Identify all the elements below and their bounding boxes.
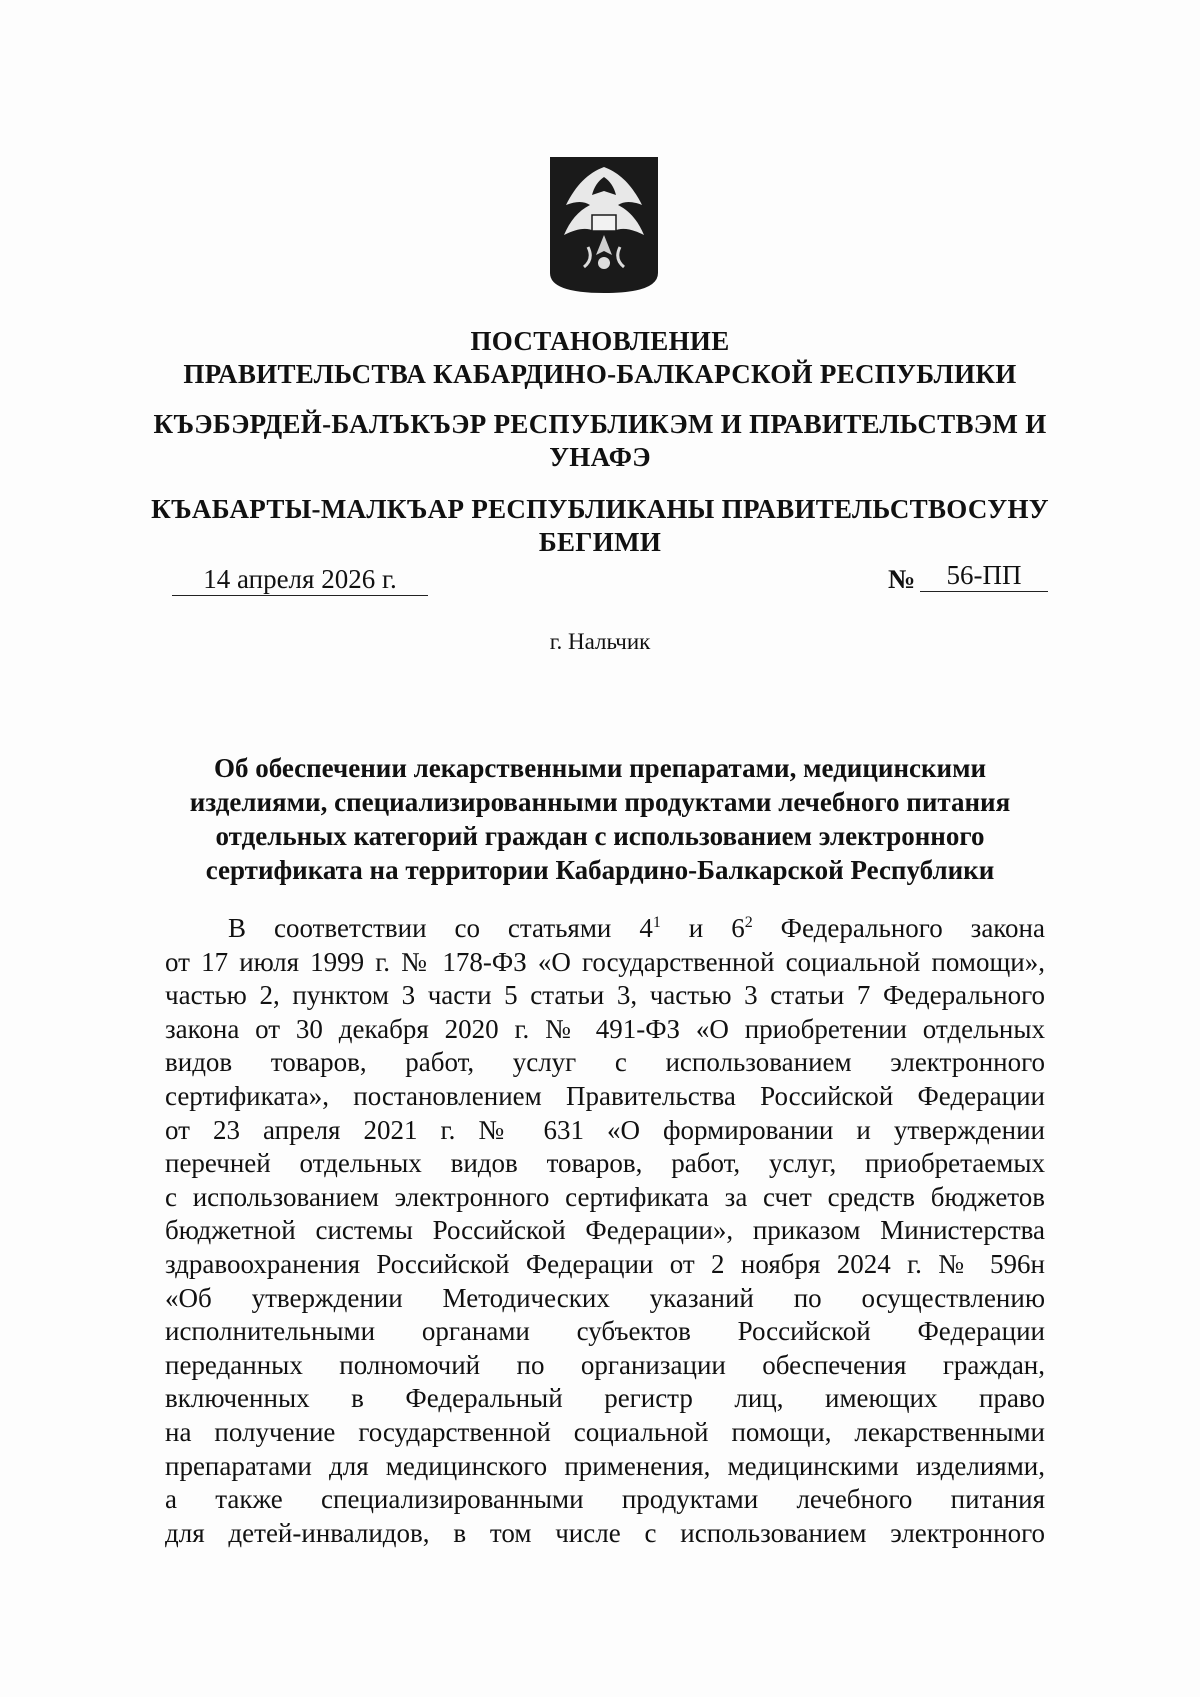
body-line: сертификата», постановлением Правительства Российской Федерации — [165, 1080, 1045, 1111]
body-line: препаратами для медицинского применения, медицинскими изделиями, — [165, 1450, 1045, 1481]
body-line: переданных полномочий по организации обеспечения граждан, — [165, 1349, 1045, 1380]
kabardian-title-line: КЪЭБЭРДЕЙ-БАЛЪКЪЭР РЕСПУБЛИКЭМ И ПРАВИТЕЛЬСТВЭМ И — [153, 409, 1047, 439]
balkar-title-line: БЕГИМИ — [538, 527, 662, 557]
decree-number: 56-ПП — [920, 559, 1048, 592]
decree-title — [0, 325, 1200, 391]
body-line: видов товаров, работ, услуг с использованием электронного — [165, 1047, 1045, 1078]
coat-of-arms-icon — [548, 155, 660, 295]
decree-title-line: ПРАВИТЕЛЬСТВА КАБАРДИНО-БАЛКАРСКОЙ РЕСПУБЛИКИ — [183, 359, 1017, 389]
body-line: от 17 июля 1999 г. № 178-ФЗ «О государственной социальной помощи», — [165, 946, 1045, 977]
body-line-first — [165, 912, 1045, 946]
body-first-before: В соответствии со статьями 4 — [228, 913, 653, 943]
body-line: бюджетной системы Российской Федерации», приказом Министерства — [165, 1215, 1045, 1246]
balkar-title-line: КЪАБАРТЫ-МАЛКЪАР РЕСПУБЛИКАНЫ ПРАВИТЕЛЬСТВОСУНУ — [151, 494, 1049, 524]
balkar-title — [0, 493, 1200, 559]
kabardian-title — [0, 408, 1200, 474]
body-first-after: Федерального закона — [752, 913, 1045, 943]
subject-line: отдельных категорий граждан с использованием электронного — [215, 821, 985, 851]
decree-title-line: ПОСТАНОВЛЕНИЕ — [470, 326, 730, 356]
body-line: закона от 30 декабря 2020 г. № 491-ФЗ «О приобретении отдельных — [165, 1013, 1045, 1044]
body-line: на получение государственной социальной помощи, лекарственными — [165, 1416, 1045, 1447]
body-line: включенных в Федеральный регистр лиц, имеющих право — [165, 1383, 1045, 1414]
decree-body — [165, 912, 1045, 1550]
body-line: с использованием электронного сертификата за счет средств бюджетов — [165, 1181, 1045, 1212]
decree-subject — [0, 751, 1200, 887]
body-line: от 23 апреля 2021 г. № 631 «О формировании и утверждении — [165, 1114, 1045, 1145]
body-line: для детей-инвалидов, в том числе с использованием электронного — [165, 1517, 1045, 1548]
body-line: исполнительными органами субъектов Российской Федерации — [165, 1316, 1045, 1347]
body-line: а также специализированными продуктами лечебного питания — [165, 1484, 1045, 1515]
body-first-middle: и 6 — [660, 913, 745, 943]
decree-number-label: № — [888, 564, 916, 594]
subject-line: Об обеспечении лекарственными препаратами, медицинскими — [213, 753, 987, 783]
body-line: здравоохранения Российской Федерации от 2 ноября 2024 г. № 596н — [165, 1248, 1045, 1279]
coat-of-arms-emblem — [548, 155, 660, 295]
kabardian-title-line: УНАФЭ — [549, 442, 651, 472]
city: г. Нальчик — [549, 629, 651, 654]
superscript: 2 — [744, 914, 753, 931]
body-line: «Об утверждении Методических указаний по осуществлению — [165, 1282, 1045, 1313]
subject-line: сертификата на территории Кабардино-Балкарской Республики — [205, 855, 995, 885]
body-line: частью 2, пунктом 3 части 5 статьи 3, частью 3 статьи 7 Федерального — [165, 980, 1045, 1011]
decree-date: 14 апреля 2026 г. — [172, 563, 428, 596]
superscript: 1 — [652, 914, 661, 931]
body-line: перечней отдельных видов товаров, работ, услуг, приобретаемых — [165, 1148, 1045, 1179]
subject-line: изделиями, специализированными продуктами лечебного питания — [189, 787, 1011, 817]
